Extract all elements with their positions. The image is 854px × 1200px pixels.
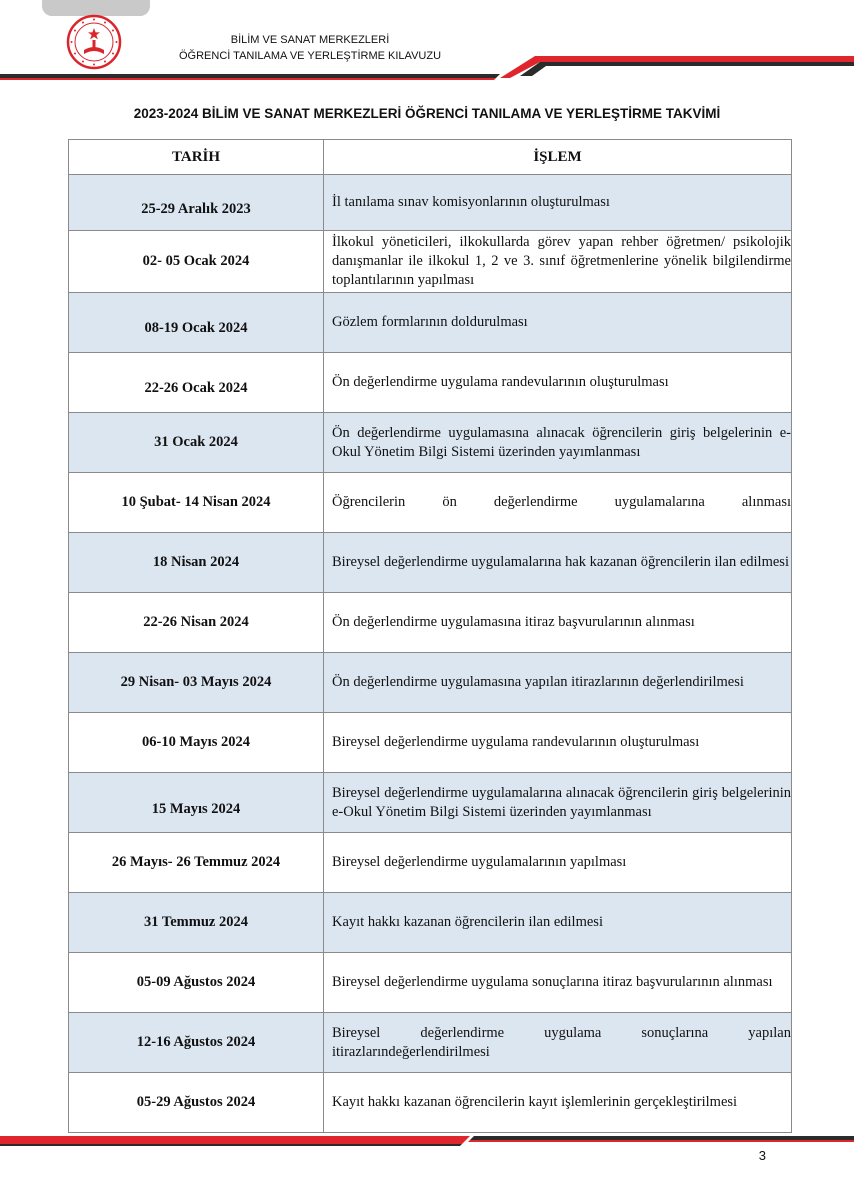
date-cell: 06-10 Mayıs 2024 (69, 713, 324, 773)
table-row (69, 713, 792, 773)
page-number: 3 (758, 1148, 766, 1163)
operation-text: Öğrencilerin ön değerlendirme uygulamalarına alınması (332, 494, 791, 510)
date-cell: 15 Mayıs 2024 (69, 773, 324, 833)
operation-cell: Bireysel değerlendirme uygulama sonuçlarına yapılan itirazlarındeğerlendirilmesi (324, 1013, 792, 1073)
operation-cell: İl tanılama sınav komisyonlarının oluşturulması (324, 175, 792, 231)
table-row (69, 1013, 792, 1073)
date-cell: 31 Ocak 2024 (69, 413, 324, 473)
table-header-row (69, 140, 792, 175)
header-line-2: ÖĞRENCİ TANILAMA VE YERLEŞTİRME KILAVUZU (178, 50, 442, 62)
table-row (69, 533, 792, 593)
date-cell: 05-29 Ağustos 2024 (69, 1073, 324, 1133)
table-row (69, 833, 792, 893)
date-cell: 08-19 Ocak 2024 (69, 293, 324, 353)
table-row (69, 773, 792, 833)
operation-cell: Bireysel değerlendirme uygulamalarına alınacak öğrencilerin giriş belgelerinin e-Okul Yönetim Bilgi Sistemi üzerinden yayımlanması (324, 773, 792, 833)
date-cell: 02- 05 Ocak 2024 (69, 231, 324, 293)
footer-decorative-bar (0, 1128, 854, 1158)
table-row (69, 473, 792, 533)
date-cell: 25-29 Aralık 2023 (69, 175, 324, 231)
operation-cell: Bireysel değerlendirme uygulama sonuçlarına itiraz başvurularının alınması (324, 953, 792, 1013)
table-row (69, 893, 792, 953)
operation-cell: Kayıt hakkı kazanan öğrencilerin ilan edilmesi (324, 893, 792, 953)
table-row (69, 593, 792, 653)
table-row (69, 653, 792, 713)
date-cell: 18 Nisan 2024 (69, 533, 324, 593)
date-cell: 26 Mayıs- 26 Temmuz 2024 (69, 833, 324, 893)
date-cell: 22-26 Ocak 2024 (69, 353, 324, 413)
table-row (69, 293, 792, 353)
operation-cell: Ön değerlendirme uygulamasına alınacak öğrencilerin giriş belgelerinin e-Okul Yönetim Bilgi Sistemi üzerinden yayımlanması (324, 413, 792, 473)
table-row (69, 953, 792, 1013)
date-cell: 05-09 Ağustos 2024 (69, 953, 324, 1013)
schedule-table (68, 139, 792, 1133)
date-cell: 31 Temmuz 2024 (69, 893, 324, 953)
header-decorative-bar (0, 56, 854, 80)
operation-cell: İlkokul yöneticileri, ilkokullarda görev yapan rehber öğretmen/ psikolojik danışmanlar ile ilkokul 1, 2 ve 3. sınıf öğretmenlerine yönelik bilgilendirme toplantılarının yapılması (324, 231, 792, 293)
column-header-date: TARİH (69, 140, 324, 175)
operation-cell: Kayıt hakkı kazanan öğrencilerin kayıt işlemlerinin gerçekleştirilmesi (324, 1073, 792, 1133)
operation-cell: Bireysel değerlendirme uygulamalarına hak kazanan öğrencilerin ilan edilmesi (324, 533, 792, 593)
operation-cell: Ön değerlendirme uygulama randevularının oluşturulması (324, 353, 792, 413)
operation-cell (324, 473, 792, 533)
table-row (69, 413, 792, 473)
table-row (69, 353, 792, 413)
header-line-1: BİLİM VE SANAT MERKEZLERİ (230, 34, 390, 46)
table-row (69, 1073, 792, 1133)
operation-cell: Ön değerlendirme uygulamasına itiraz başvurularının alınması (324, 593, 792, 653)
date-cell: 10 Şubat- 14 Nisan 2024 (69, 473, 324, 533)
date-cell: 12-16 Ağustos 2024 (69, 1013, 324, 1073)
operation-cell: Gözlem formlarının doldurulması (324, 293, 792, 353)
operation-cell: Bireysel değerlendirme uygulama randevularının oluşturulması (324, 713, 792, 773)
document-title: 2023-2024 BİLİM VE SANAT MERKEZLERİ ÖĞRENCİ TANILAMA VE YERLEŞTİRME TAKVİMİ (133, 106, 721, 121)
operation-cell: Bireysel değerlendirme uygulamalarının yapılması (324, 833, 792, 893)
date-cell: 29 Nisan- 03 Mayıs 2024 (69, 653, 324, 713)
operation-cell: Ön değerlendirme uygulamasına yapılan itirazlarının değerlendirilmesi (324, 653, 792, 713)
column-header-operation: İŞLEM (324, 140, 792, 175)
table-row (69, 231, 792, 293)
date-cell: 22-26 Nisan 2024 (69, 593, 324, 653)
table-row (69, 175, 792, 231)
